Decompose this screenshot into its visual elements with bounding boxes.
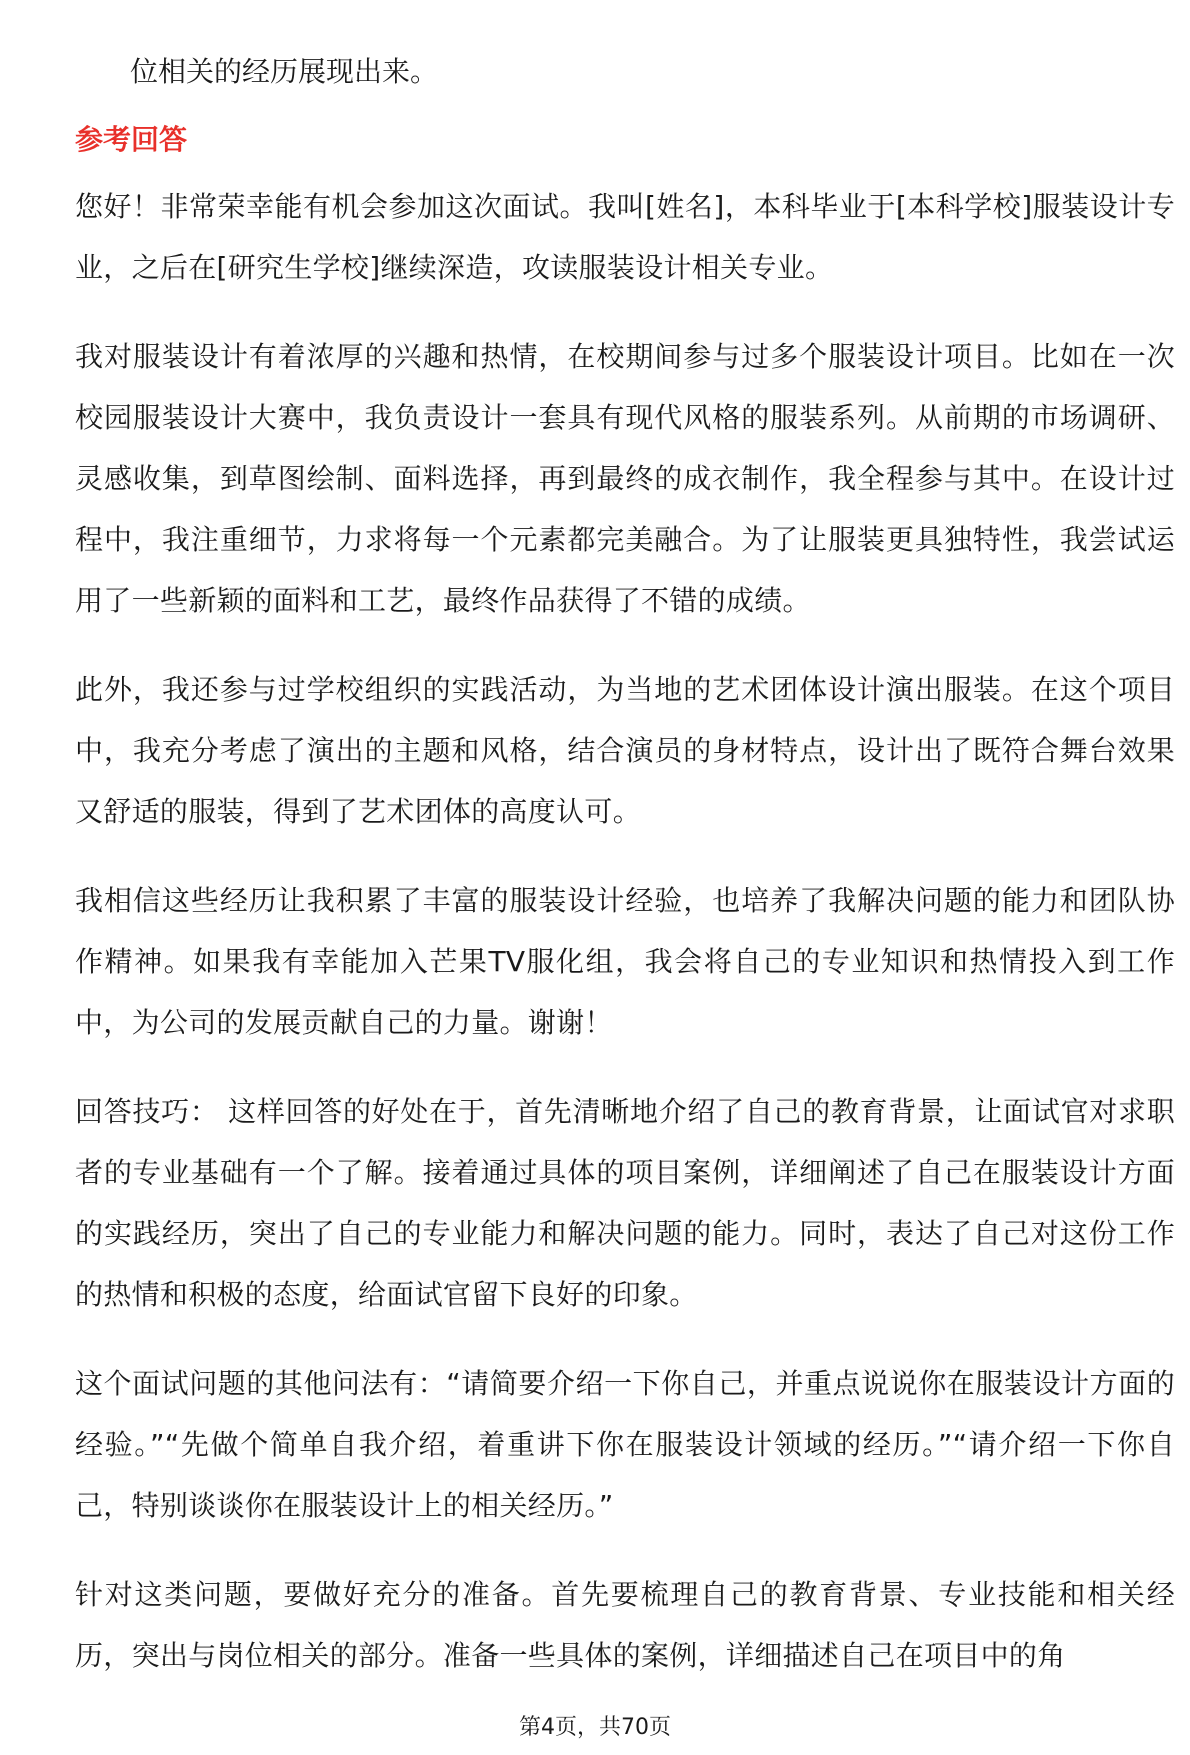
paragraph-preparation: 针对这类问题，要做好充分的准备。首先要梳理自己的教育背景、专业技能和相关经历，突出与岗位相关的部分。准备一些具体的案例，详细描述自己在项目中的角 <box>75 1578 1175 1672</box>
paragraph-closing: 我相信这些经历让我积累了丰富的服装设计经验，也培养了我解决问题的能力和团队协作精神。如果我有幸能加入芒果TV服化组，我会将自己的专业知识和热情投入到工作中，为公司的发展贡献自己的力量。谢谢！ <box>75 884 1175 1039</box>
paragraph-answer-tips: 回答技巧： 这样回答的好处在于，首先清晰地介绍了自己的教育背景，让面试官对求职者的专业基础有一个了解。接着通过具体的项目案例，详细阐述了自己在服装设计方面的实践经历，突出了自己的专业能力和解决问题的能力。同时，表达了自己对这份工作的热情和积极的态度，给面试官留下良好的印象。 <box>75 1095 1175 1311</box>
paragraph-practice: 此外，我还参与过学校组织的实践活动，为当地的艺术团体设计演出服装。在这个项目中，我充分考虑了演出的主题和风格，结合演员的身材特点，设计出了既符合舞台效果又舒适的服装，得到了艺术团体的高度认可。 <box>75 673 1175 828</box>
paragraph-intro: 您好！非常荣幸能有机会参加这次面试。我叫[姓名]，本科毕业于[本科学校]服装设计专业，之后在[研究生学校]继续深造，攻读服装设计相关专业。 <box>75 190 1175 284</box>
document-body <box>75 42 1175 1686</box>
section-heading: 参考回答 <box>75 123 188 156</box>
continued-line: 位相关的经历展现出来。 <box>130 55 439 88</box>
paragraph-experience: 我对服装设计有着浓厚的兴趣和热情，在校期间参与过多个服装设计项目。比如在一次校园服装设计大赛中，我负责设计一套具有现代风格的服装系列。从前期的市场调研、灵感收集，到草图绘制、面料选择，再到最终的成衣制作，我全程参与其中。在设计过程中，我注重细节，力求将每一个元素都完美融合。为了让服装更具独特性，我尝试运用了一些新颖的面料和工艺，最终作品获得了不错的成绩。 <box>75 340 1175 617</box>
page-number-footer: 第4页，共70页 <box>519 1715 671 1740</box>
paragraph-alternate-questions: 这个面试问题的其他问法有：“请简要介绍一下你自己，并重点说说你在服装设计方面的经验。”“先做个简单自我介绍，着重讲下你在服装设计领域的经历。”“请介绍一下你自己，特别谈谈你在服装设计上的相关经历。” <box>75 1367 1175 1522</box>
